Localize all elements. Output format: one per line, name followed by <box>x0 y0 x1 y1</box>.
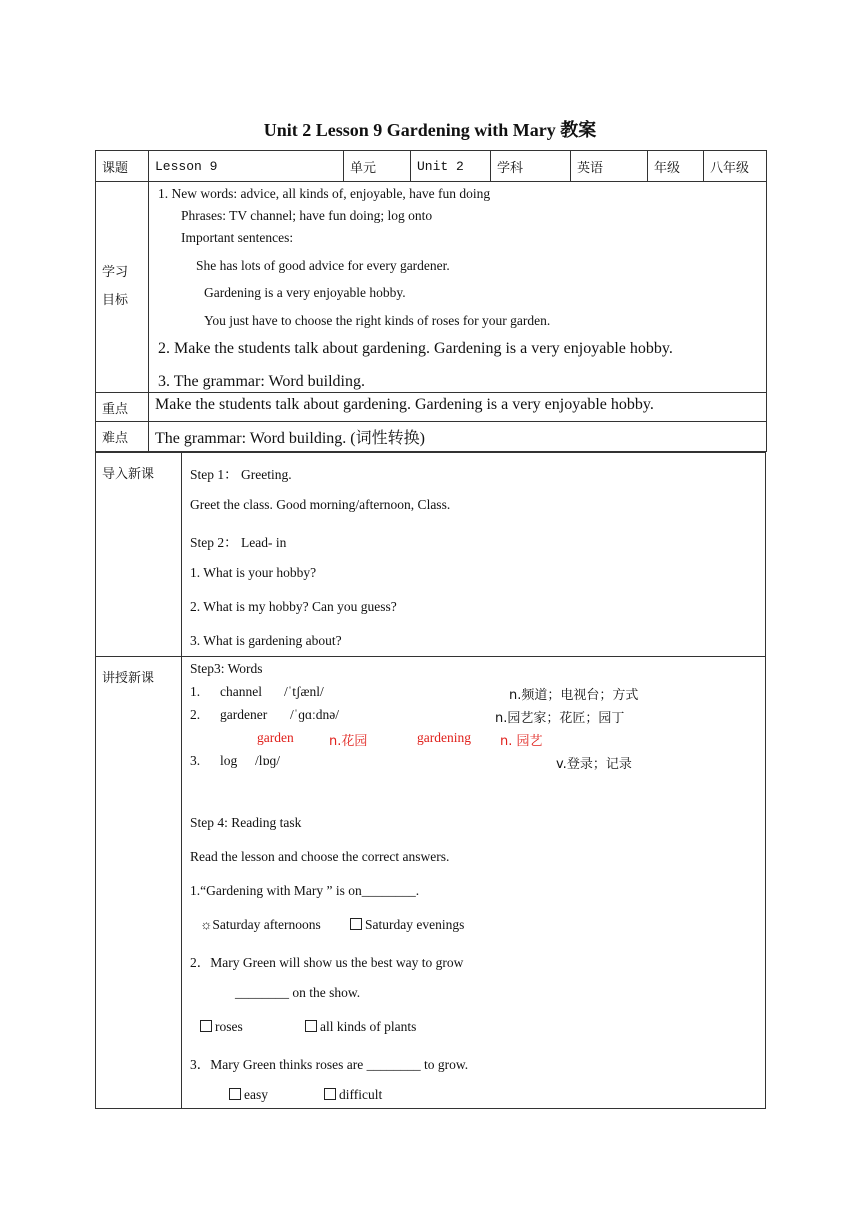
derived-word: garden <box>257 730 294 745</box>
q3-option-2-label: difficult <box>339 1087 383 1102</box>
checkbox-icon <box>324 1088 336 1100</box>
word-entry: channel <box>220 684 262 699</box>
q3-option-2[interactable] <box>324 1087 382 1103</box>
value-subject: 英语 <box>571 151 648 182</box>
word-phonetic: /ˈtʃænl/ <box>284 684 324 699</box>
objective-sentence-3: You just have to choose the right kinds of roses for your garden. <box>204 313 551 328</box>
objectives-label-line2: 目标 <box>102 293 129 308</box>
objective-phrases: Phrases: TV channel; have fun doing; log onto <box>181 208 433 223</box>
checkbox-icon <box>229 1088 241 1100</box>
label-subject: 学科 <box>491 151 571 182</box>
word-number: 1. <box>190 684 201 699</box>
checkbox-icon <box>305 1020 317 1032</box>
intro-line: 1. What is your hobby? <box>190 565 317 580</box>
checkbox-icon <box>350 918 362 930</box>
q1-option-1[interactable] <box>200 917 321 933</box>
question-2-continued: ________ on the show. <box>235 985 361 1000</box>
objectives-content <box>149 182 767 393</box>
intro-label: 导入新课 <box>96 453 182 657</box>
q2-option-1[interactable] <box>200 1019 243 1035</box>
keypoint-text: Make the students talk about gardening. Gardening is a very enjoyable hobby. <box>149 393 767 422</box>
q1-option-2-label: Saturday evenings <box>365 917 465 932</box>
word-number: 2. <box>190 707 201 722</box>
objective-3: 3. The grammar: Word building. <box>158 373 365 390</box>
checkbox-icon <box>200 1020 212 1032</box>
objectives-row <box>96 182 767 393</box>
q3-option-1[interactable] <box>229 1087 268 1103</box>
word-phonetic: /lɒɡ/ <box>255 753 281 768</box>
question-1: 1.“Gardening with Mary ” is on________. <box>190 883 420 898</box>
value-grade: 八年级 <box>704 151 767 182</box>
intro-line: 3. What is gardening about? <box>190 633 342 648</box>
word-meaning: v.登录；记录 <box>556 757 632 772</box>
intro-content <box>182 453 766 657</box>
teach-row <box>96 657 766 1109</box>
question-3: 3．Mary Green thinks roses are ________ to grow. <box>190 1057 469 1072</box>
teach-content <box>182 657 766 1109</box>
objectives-label <box>96 182 149 393</box>
header-row <box>96 151 767 182</box>
label-grade: 年级 <box>648 151 704 182</box>
page-title: Unit 2 Lesson 9 Gardening with Mary 教案 <box>263 120 597 140</box>
step4-heading: Step 4: Reading task <box>190 815 302 830</box>
difficulty-text: The grammar: Word building. (词性转换) <box>149 422 767 452</box>
q1-option-2[interactable] <box>350 917 464 933</box>
word-meaning: n.频道；电视台；方式 <box>509 688 639 703</box>
step3-heading: Step3: Words <box>190 661 263 676</box>
lesson-info-table <box>95 150 767 452</box>
intro-line: Step 2： Lead- in <box>190 535 287 550</box>
objective-new-words: 1. New words: advice, all kinds of, enjoyable, have fun doing <box>158 186 491 201</box>
q2-option-2-label: all kinds of plants <box>320 1019 417 1034</box>
derived-meaning: n. 园艺 <box>500 734 543 749</box>
label-unit: 单元 <box>344 151 411 182</box>
value-unit: Unit 2 <box>411 151 491 182</box>
intro-line: Greet the class. Good morning/afternoon, Class. <box>190 497 451 512</box>
word-number: 3. <box>190 753 201 768</box>
objectives-label-line1: 学习 <box>102 265 129 280</box>
word-meaning: n.园艺家；花匠；园丁 <box>495 711 625 726</box>
q2-option-1-label: roses <box>215 1019 243 1034</box>
word-entry: gardener <box>220 707 268 722</box>
intro-line: 2. What is my hobby? Can you guess? <box>190 599 397 614</box>
value-topic: Lesson 9 <box>149 151 344 182</box>
reading-instruction: Read the lesson and choose the correct answers. <box>190 849 450 864</box>
keypoint-row <box>96 393 767 422</box>
intro-row <box>96 453 766 657</box>
derived-meaning: n.花园 <box>329 734 368 749</box>
teach-label: 讲授新课 <box>96 657 182 1109</box>
objective-sentence-2: Gardening is a very enjoyable hobby. <box>204 285 406 300</box>
label-topic: 课题 <box>96 151 149 182</box>
derived-word: gardening <box>417 730 471 745</box>
keypoint-label: 重点 <box>96 393 149 422</box>
procedure-table <box>95 452 766 1109</box>
q3-option-1-label: easy <box>244 1087 268 1102</box>
word-entry: log <box>220 753 238 768</box>
word-phonetic: /ˈɡɑːdnə/ <box>290 707 340 722</box>
objective-sentences-heading: Important sentences: <box>181 230 294 245</box>
difficulty-row <box>96 422 767 452</box>
objective-sentence-1: She has lots of good advice for every gardener. <box>196 258 450 273</box>
question-2: 2．Mary Green will show us the best way to grow <box>190 955 464 970</box>
objective-2: 2. Make the students talk about gardening. Gardening is a very enjoyable hobby. <box>158 340 673 357</box>
difficulty-label: 难点 <box>96 422 149 452</box>
sun-icon: ☼ <box>200 917 213 932</box>
intro-line: Step 1： Greeting. <box>190 467 292 482</box>
q2-option-2[interactable] <box>305 1019 416 1035</box>
q1-option-1-label: Saturday afternoons <box>212 917 321 932</box>
